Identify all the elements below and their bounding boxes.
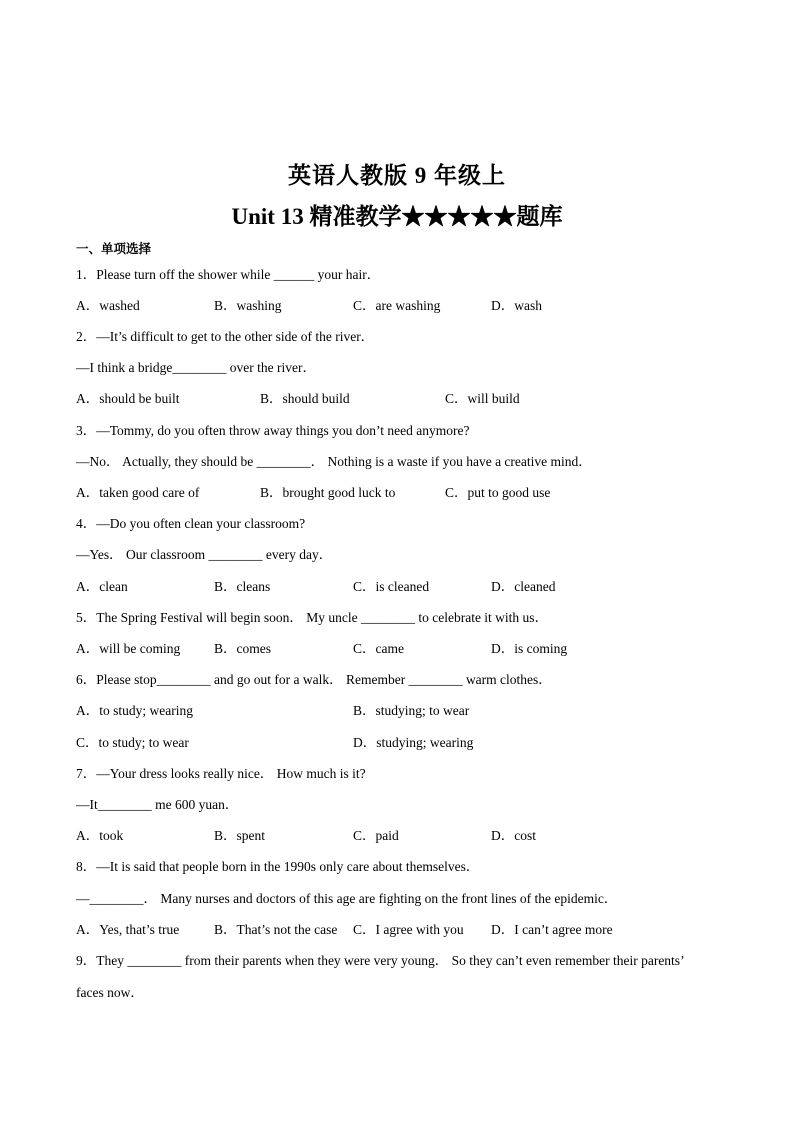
question-4-option-c: C．is cleaned <box>353 579 430 594</box>
question-2-option-b: B．should build <box>260 391 350 406</box>
question-5-stem: 5．The Spring Festival will begin soon． My uncle ________ to celebrate it with us． <box>76 610 549 625</box>
question-3-option-b: B．brought good luck to <box>260 485 396 500</box>
question-6-option-c: C．to study; to wear <box>76 735 189 750</box>
question-2-option-a: A．should be built <box>76 391 180 406</box>
question-5-option-a: A．will be coming <box>76 641 181 656</box>
question-9-stem-continued: faces now． <box>76 985 144 1000</box>
question-1-option-c: C．are washing <box>353 298 441 313</box>
question-4-option-d: D．cleaned <box>491 579 556 594</box>
question-7-stem: 7．—Your dress looks really nice． How much is it? <box>76 766 366 781</box>
question-8-option-a: A．Yes, that’s true <box>76 922 180 937</box>
question-7-reply: —It________ me 600 yuan． <box>76 797 239 812</box>
section-heading: 一、单项选择 <box>76 241 152 256</box>
question-8-option-c: C．I agree with you <box>353 922 464 937</box>
question-1-stem: 1．Please turn off the shower while ______ your hair． <box>76 267 381 282</box>
question-3-option-a: A．taken good care of <box>76 485 200 500</box>
question-8-option-d: D．I can’t agree more <box>491 922 613 937</box>
question-7-option-a: A．took <box>76 828 124 843</box>
question-1-option-a: A．washed <box>76 298 140 313</box>
question-5-option-d: D．is coming <box>491 641 568 656</box>
question-2-reply: —I think a bridge________ over the river． <box>76 360 316 375</box>
question-4-option-a: A．clean <box>76 579 128 594</box>
question-7-option-c: C．paid <box>353 828 399 843</box>
question-2-option-c: C．will build <box>445 391 520 406</box>
question-1-option-b: B．washing <box>214 298 282 313</box>
question-4-stem: 4．—Do you often clean your classroom? <box>76 516 306 531</box>
question-8-reply: —________． Many nurses and doctors of this age are fighting on the front lines of the epidemic． <box>76 891 618 906</box>
document-title: 英语人教版 9 年级上 <box>288 163 506 188</box>
question-8-stem: 8．—It is said that people born in the 1990s only care about themselves． <box>76 859 480 874</box>
question-2-stem: 2．—It’s difficult to get to the other side of the river． <box>76 329 375 344</box>
question-3-reply: —No． Actually, they should be ________． Nothing is a waste if you have a creative mind． <box>76 454 592 469</box>
question-6-stem: 6．Please stop________ and go out for a walk． Remember ________ warm clothes． <box>76 672 552 687</box>
question-7-option-b: B．spent <box>214 828 266 843</box>
question-4-option-b: B．cleans <box>214 579 271 594</box>
question-1-option-d: D．wash <box>491 298 542 313</box>
question-9-stem: 9．They ________ from their parents when they were very young． So they can’t even remember their parents’ <box>76 953 685 968</box>
question-3-option-c: C．put to good use <box>445 485 551 500</box>
question-3-stem: 3．—Tommy, do you often throw away things you don’t need anymore? <box>76 423 470 438</box>
question-7-option-d: D．cost <box>491 828 536 843</box>
question-6-option-a: A．to study; wearing <box>76 703 193 718</box>
question-5-option-b: B．comes <box>214 641 271 656</box>
question-6-option-d: D．studying; wearing <box>353 735 474 750</box>
question-4-reply: —Yes． Our classroom ________ every day． <box>76 547 333 562</box>
question-6-option-b: B．studying; to wear <box>353 703 470 718</box>
question-8-option-b: B．That’s not the case <box>214 922 338 937</box>
question-5-option-c: C．came <box>353 641 404 656</box>
document-subtitle: Unit 13 精准教学★★★★★题库 <box>231 204 563 229</box>
